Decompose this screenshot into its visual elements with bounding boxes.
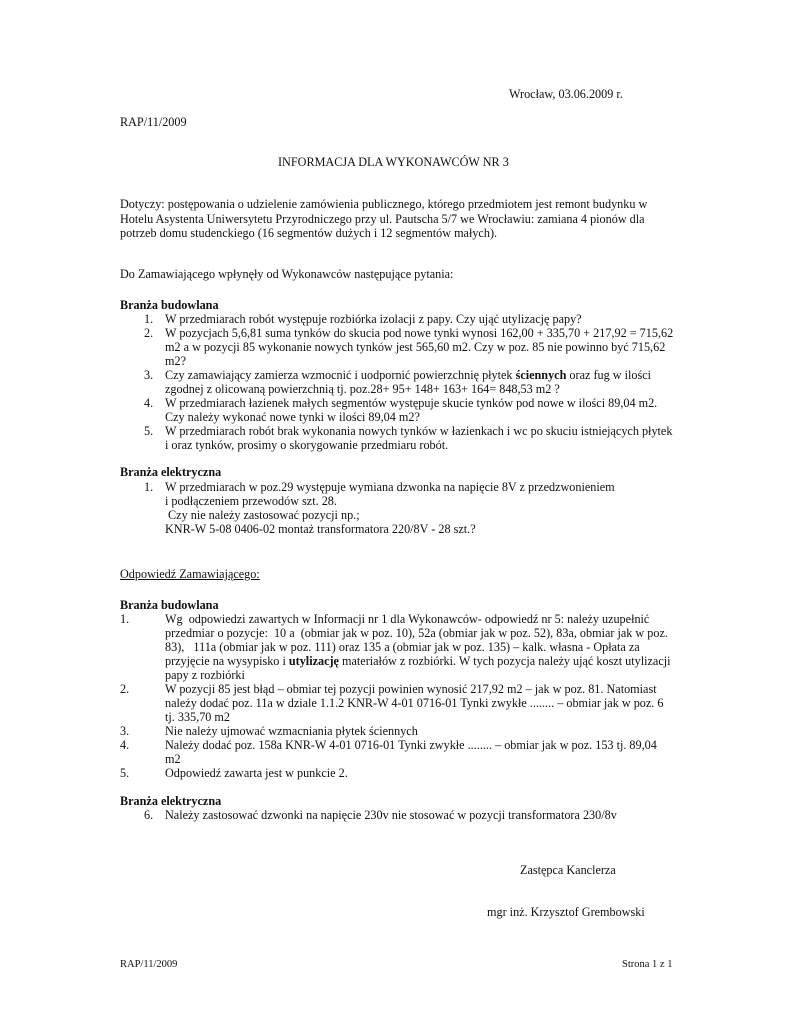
q2-line-1: W pozycjach 5,6,81 suma tynków do skucia pod nowe tynki wynosi 162,00 + 335,70 + 217,92 = 715,62 [165, 326, 674, 340]
q3-line-1: Czy zamawiający zamierza wzmocnić i uodpornić powierzchnię płytek ściennych oraz fug w ilości [165, 368, 651, 382]
q2-number: 2. [144, 326, 154, 340]
signature-name: mgr inż. Krzysztof Grembowski [487, 905, 645, 919]
e1-line-2: i podłączeniem przewodów szt. 28. [165, 494, 337, 508]
q2-line-3: m2? [165, 354, 186, 368]
questions-budowlana-heading: Branża budowlana [120, 298, 219, 312]
q5-line-1: W przedmiarach robót brak wykonania nowych tynków w łazienkach i wc po skuciu istniejących płytek [165, 424, 673, 438]
reference-number: RAP/11/2009 [120, 115, 187, 129]
a4-line-1: Należy dodać poz. 158a KNR-W 4-01 0716-01 Tynki zwykłe ........ – obmiar jak w poz. 153 tj. 89,04 [165, 738, 657, 752]
answers-heading: Odpowiedź Zamawiającego: [120, 567, 260, 581]
q1-number: 1. [144, 312, 154, 326]
intro-text: Do Zamawiającego wpłynęły od Wykonawców następujące pytania: [120, 267, 454, 281]
a2-line-1: W pozycji 85 jest błąd – obmiar tej pozycji powinien wynosić 217,92 m2 – jak w poz. 81. Natomiast [165, 682, 657, 696]
answers-elektryczna-heading: Branża elektryczna [120, 794, 222, 808]
q3-line-2: zgodnej z olicowaną powierzchnią tj. poz.28+ 95+ 148+ 163+ 164= 848,53 m2 ? [165, 382, 560, 396]
q4-number: 4. [144, 396, 154, 410]
a2-line-3: tj. 335,70 m2 [165, 710, 231, 724]
subject-line-1: Dotyczy: postępowania o udzielenie zamówienia publicznego, którego przedmiotem jest remont budynku w [120, 197, 648, 211]
a1-number: 1. [120, 612, 130, 626]
a5-line-1: Odpowiedź zawarta jest w punkcie 2. [165, 766, 348, 780]
a3-number: 3. [120, 724, 130, 738]
e1-line-1: W przedmiarach w poz.29 występuje wymiana dzwonka na napięcie 8V z przedzwonieniem [165, 480, 615, 494]
subject-line-3: potrzeb domu studenckiego (16 segmentów dużych i 12 segmentów małych). [120, 226, 498, 240]
footer-reference: RAP/11/2009 [120, 959, 178, 970]
q2-line-2: m2 a w pozycji 85 wykonanie nowych tynków jest 565,60 m2. Czy w poz. 85 nie powinno być 715,62 [165, 340, 666, 354]
q4-line-2: Czy należy wykonać nowe tynki w ilości 89,04 m2? [165, 410, 420, 424]
a4-number: 4. [120, 738, 130, 752]
a6-line-1: Należy zastosować dzwonki na napięcie 230v nie stosować w pozycji transformatora 230/8v [165, 808, 617, 822]
a5-number: 5. [120, 766, 130, 780]
signature-role: Zastępca Kanclerza [520, 863, 616, 877]
q3-bold-word: ściennych [515, 368, 567, 382]
footer-page-number: Strona 1 z 1 [622, 959, 673, 970]
e1-line-4: KNR-W 5-08 0406-02 montaż transformatora 220/8V - 28 szt.? [165, 522, 476, 536]
a1-line-2: przedmiar o pozycje: 10 a (obmiar jak w poz. 10), 52a (obmiar jak w poz. 52), 83a, obmiar jak w poz. [165, 626, 668, 640]
a1-line-3: 83), 111a (obmiar jak w poz. 111) oraz 135 a (obmiar jak w poz. 135) – kalk. własna - Opłata za [165, 640, 640, 654]
q5-number: 5. [144, 424, 154, 438]
a4-line-2: m2 [165, 752, 181, 766]
a1-line-5: papy z rozbiórki [165, 668, 245, 682]
q5-line-2: i oraz tynków, prosimy o skorygowanie przedmiaru robót. [165, 438, 449, 452]
q4-line-1: W przedmiarach łazienek małych segmentów występuje skucie tynków pod nowe w ilości 89,04 m2. [165, 396, 658, 410]
questions-elektryczna-heading: Branża elektryczna [120, 465, 222, 479]
a1-line-4: przyjęcie na wysypisko i utylizację materiałów z rozbiórki. W tych pozycja należy ująć koszt utylizacji [165, 654, 671, 668]
q1-line-1: W przedmiarach robót występuje rozbiórka izolacji z papy. Czy ująć utylizację papy? [165, 312, 582, 326]
a2-number: 2. [120, 682, 130, 696]
e1-line-3: Czy nie należy zastosować pozycji np.; [165, 508, 360, 522]
a1-line-1: Wg odpowiedzi zawartych w Informacji nr 1 dla Wykonawców- odpowiedź nr 5: należy uzupełnić [165, 612, 650, 626]
document-title: INFORMACJA DLA WYKONAWCÓW NR 3 [278, 155, 509, 169]
a6-number: 6. [144, 808, 154, 822]
answers-budowlana-heading: Branża budowlana [120, 598, 219, 612]
place-date: Wrocław, 03.06.2009 r. [509, 87, 623, 101]
a1-bold-word: utylizację [288, 654, 339, 668]
a3-line-1: Nie należy ujmować wzmacniania płytek ściennych [165, 724, 418, 738]
e1-number: 1. [144, 480, 154, 494]
subject-line-2: Hotelu Asystenta Uniwersytetu Przyrodniczego przy ul. Pautscha 5/7 we Wrocławiu: zamiana 4 pionów dla [120, 212, 645, 226]
q3-number: 3. [144, 368, 154, 382]
a2-line-2: należy dodać poz. 11a w dziale 1.1.2 KNR-W 4-01 0716-01 Tynki zwykłe ........ – obmiar jak w poz. 6 [165, 696, 664, 710]
